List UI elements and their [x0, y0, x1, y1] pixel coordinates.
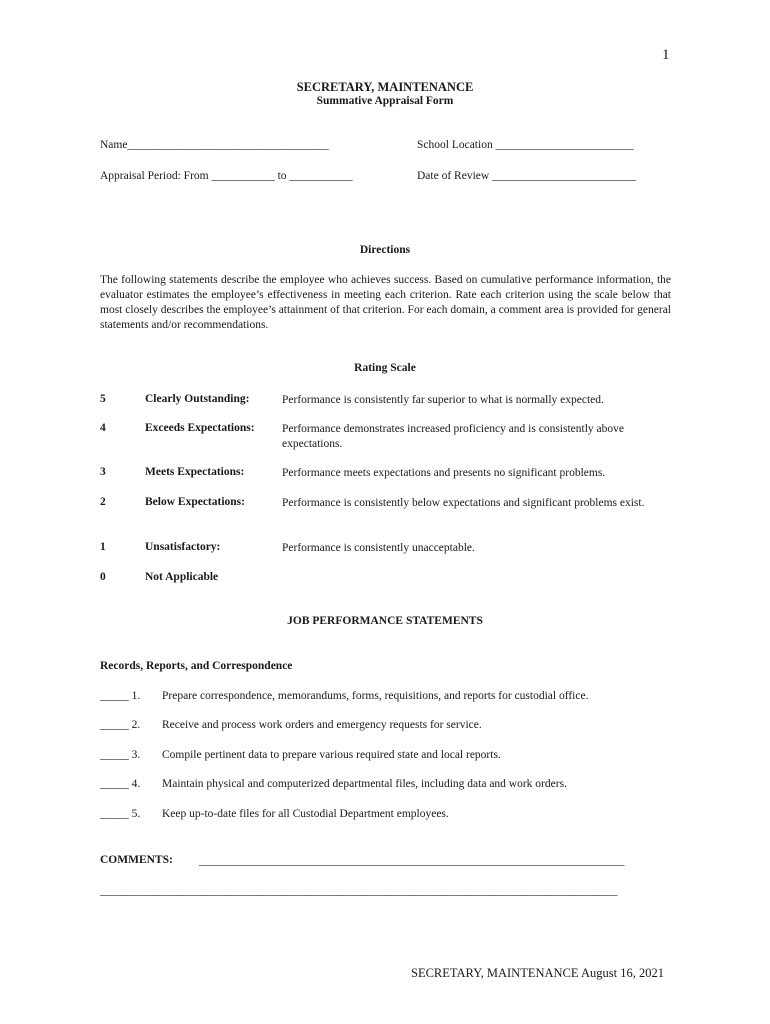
- rating-score: 3: [100, 466, 106, 478]
- form-subtitle: Summative Appraisal Form: [316, 95, 454, 107]
- statement-text: Prepare correspondence, memorandums, forms, requisitions, and reports for custodial office.: [162, 690, 589, 702]
- rating-description: Performance is consistently below expectations and significant problems exist.: [282, 497, 645, 509]
- footer-text: SECRETARY, MAINTENANCE August 16, 2021: [411, 966, 664, 980]
- statement-rating-blank[interactable]: _____ 4.: [100, 778, 141, 790]
- rating-label: Exceeds Expectations:: [145, 422, 255, 434]
- rating-score: 0: [100, 571, 106, 583]
- rating-description: Performance is consistently unacceptable.: [282, 542, 475, 554]
- rating-label: Unsatisfactory:: [145, 541, 221, 553]
- rating-score: 2: [100, 496, 106, 508]
- statement-text: Compile pertinent data to prepare various required state and local reports.: [162, 749, 501, 761]
- form-title: SECRETARY, MAINTENANCE: [296, 80, 474, 94]
- rating-label: Not Applicable: [145, 571, 219, 583]
- rating-label: Below Expectations:: [145, 496, 245, 508]
- rating-description: Performance meets expectations and presents no significant problems.: [282, 467, 606, 479]
- directions-heading: Directions: [359, 244, 411, 256]
- statement-rating-blank[interactable]: _____ 3.: [100, 749, 141, 761]
- directions-text: The following statements describe the employee who achieves success. Based on cumulative performance information, the evaluator estimates the employee’s effectiveness in meeting each criterion. Rate each criterion using the scale below that most closely describes the employee’s attainment of that criterion. For each domain, a comment area is provided for general statements and/or recommendations.: [100, 274, 671, 331]
- school-location-field[interactable]: School Location ________________________: [417, 139, 634, 151]
- rating-label: Clearly Outstanding:: [145, 393, 250, 405]
- rating-scale-heading: Rating Scale: [354, 362, 416, 374]
- statement-text: Receive and process work orders and emergency requests for service.: [162, 719, 482, 731]
- statement-rating-blank[interactable]: _____ 5.: [100, 808, 141, 820]
- job-performance-heading: JOB PERFORMANCE STATEMENTS: [287, 615, 483, 627]
- page-number: 1: [662, 47, 670, 63]
- rating-description: Performance is consistently far superior to what is normally expected.: [282, 394, 604, 406]
- comments-label: COMMENTS:: [100, 854, 173, 866]
- statement-text: Maintain physical and computerized departmental files, including data and work orders.: [162, 778, 567, 790]
- appraisal-period-field[interactable]: Appraisal Period: From ___________ to ___________: [100, 170, 353, 182]
- rating-score: 1: [100, 541, 106, 553]
- rating-score: 4: [100, 422, 106, 434]
- rating-score: 5: [100, 393, 106, 405]
- section-title: Records, Reports, and Correspondence: [100, 660, 293, 672]
- statement-rating-blank[interactable]: _____ 1.: [100, 690, 141, 702]
- statement-rating-blank[interactable]: _____ 2.: [100, 719, 141, 731]
- comments-line-1[interactable]: __________________________________________________________________________: [199, 855, 625, 867]
- name-field[interactable]: Name___________________________________: [100, 139, 329, 151]
- statement-text: Keep up-to-date files for all Custodial Department employees.: [162, 808, 449, 820]
- comments-line-2[interactable]: __________________________________________________________________________________________: [100, 885, 618, 897]
- rating-description: Performance demonstrates increased proficiency and is consistently above expectations.: [282, 423, 625, 450]
- rating-label: Meets Expectations:: [145, 466, 245, 478]
- date-of-review-field[interactable]: Date of Review _________________________: [417, 170, 636, 182]
